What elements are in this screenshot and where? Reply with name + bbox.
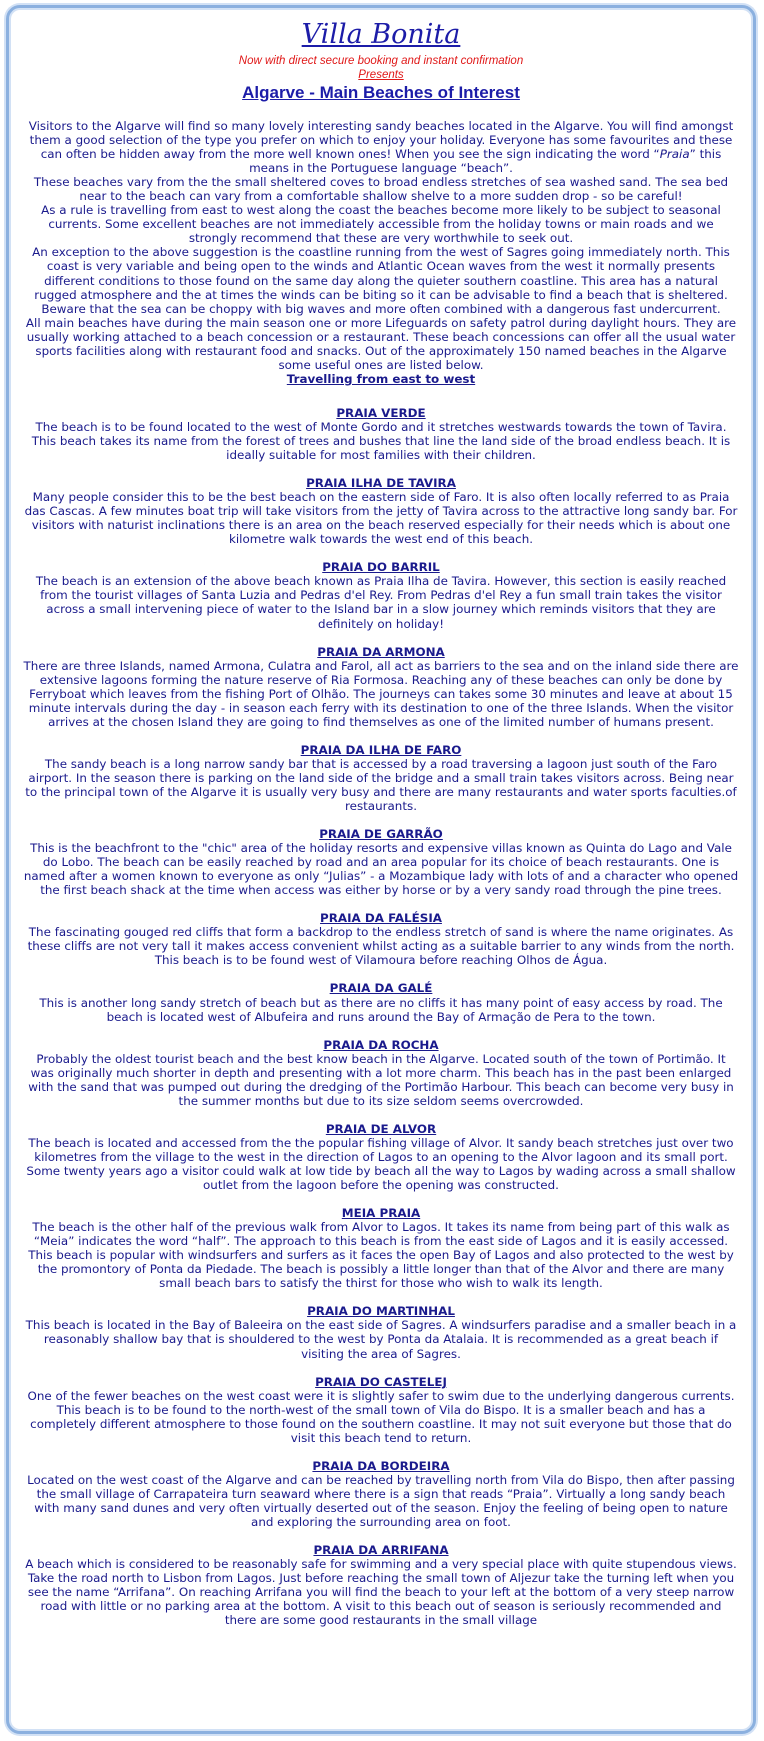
intro-paragraph-1: Visitors to the Algarve will find so many lovely interesting sandy beaches located in the Algarve. You will find amongst them a good selection of the type you prefer on which to enjoy your holiday. Everyone has some favourites and these can often be hidden away from the more well known ones! When you see the sign indicating the word “Praia” this means in the Portuguese language “beach”. <box>28 119 734 176</box>
intro-paragraph-5: All main beaches have during the main season one or more Lifeguards on safety patrol during daylight hours. They are usually working attached to a beach concession or a restaurant. These beach concessions can offer all the usual water sports facilities along with restaurant food and snacks. Out of the approximately 150 named beaches in the Algarve some useful ones are listed below. <box>25 315 737 372</box>
beach-name-heading[interactable]: MEIA PRAIA <box>341 1206 421 1221</box>
direction-subheading[interactable]: Travelling from east to west <box>286 371 476 386</box>
beach-name-heading[interactable]: PRAIA DA BORDEIRA <box>312 1458 450 1473</box>
beach-description: There are three Islands, named Armona, Culatra and Farol, all act as barriers to the sea and on the inland side there are extensive lagoons forming the nature reserve of Ria Formosa. Reaching any of these beaches can only be done by Ferryboat which leaves from the fishing Port of Olhão. The journeys can takes some 30 minutes and leave at about 15 minute intervals during the day - in season each ferry with its destination to one of the three Islands. When the visitor arrives at the chosen Island they are going to find themselves as one of the limited number of humans present. <box>23 658 739 729</box>
booking-tagline: Now with direct secure booking and instant confirmation <box>238 55 524 67</box>
beach-section <box>23 1038 739 1108</box>
page-title[interactable]: Algarve - Main Beaches of Interest <box>242 83 520 102</box>
beach-section <box>23 476 739 546</box>
beach-section <box>23 406 739 462</box>
beach-description: The beach is to be found located to the west of Monte Gordo and it stretches westwards towards the town of Tavira. This beach takes its name from the forest of trees and bushes that line the land side of the broad endless beach. It is ideally suitable for most families with their children. <box>31 419 731 463</box>
beach-name-heading[interactable]: PRAIA DE ALVOR <box>325 1121 437 1136</box>
beach-description: One of the fewer beaches on the west coast were it is slightly safer to swim due to the underlying dangerous currents. This beach is to be found to the north-west of the small town of Vila do Bispo. It is a smaller beach and has a completely different atmosphere to those found on the southern coastline. It may not suit everyone but those that do visit this beach tend to return. <box>27 1388 735 1445</box>
beach-description: The beach is located and accessed from the the popular fishing village of Alvor. It sandy beach stretches just over two kilometres from the village to the west in the direction of Lagos to an opening to the Alvor lagoon and its small port. Some twenty years ago a visitor could walk at low tide by beach all the way to Lagos by wading across a small shallow outlet from the lagoon before the opening was constructed. <box>26 1135 736 1193</box>
beach-description: This beach is located in the Bay of Baleeira on the east side of Sagres. A windsurfers paradise and a smaller beach in a reasonably shallow bay that is shouldered to the west by Ponta da Atalaia. It is recommended as a great beach if visiting the area of Sagres. <box>25 1318 737 1361</box>
intro-paragraph-3: As a rule is travelling from east to west along the coast the beaches become more likely to be subject to seasonal currents. Some excellent beaches are not immediately accessible from the holiday towns or main roads and we strongly recommend that these are very worthwhile to seek out. <box>41 203 721 246</box>
page-frame <box>6 5 756 1734</box>
beach-name-heading[interactable]: PRAIA DE GARRÃO <box>319 827 443 842</box>
beach-section <box>23 1375 739 1445</box>
beach-name-heading[interactable]: PRAIA VERDE <box>336 405 426 420</box>
beach-name-heading[interactable]: PRAIA DA ARRIFANA <box>313 1543 449 1558</box>
beach-description: Many people consider this to be the best beach on the eastern side of Faro. It is also often locally referred to as Praia das Cascas. A few minutes boat trip will take visitors from the jetty of Tavira across to the attractive long sandy bar. For visitors with naturist inclinations there is an area on the beach reserved especially for their needs which is about one kilometre walk towards the west end of this beach. <box>24 490 738 547</box>
beach-section <box>23 1122 739 1192</box>
presents-link[interactable]: Presents <box>358 69 404 81</box>
beach-section <box>23 1304 739 1360</box>
beach-section <box>23 1459 739 1529</box>
intro-paragraph-4: An exception to the above suggestion is the coastline running from the west of Sagres going immediately north. This coast is very variable and being open to the winds and Atlantic Ocean waves from the west it normally presents different conditions to those found on the same day along the quieter southern coastline. This area has a natural rugged atmosphere and the at times the winds can be biting so it can be advisable to find a beach that is sheltered. Beware that the sea can be choppy with big waves and more often combined with a dangerous fast undercurrent. <box>32 245 730 316</box>
beach-list <box>23 406 739 1627</box>
page-content <box>9 8 753 1627</box>
beach-section <box>23 560 739 630</box>
beach-section <box>23 645 739 729</box>
beach-name-heading[interactable]: PRAIA DO CASTELEJ <box>315 1374 447 1389</box>
beach-name-heading[interactable]: PRAIA DO MARTINHAL <box>307 1304 455 1319</box>
beach-description: Probably the oldest tourist beach and the best know beach in the Algarve. Located south of the town of Portimão. It was originally much shorter in depth and presenting with a lot more charm. This beach has in the past been enlarged with the sand that was pumped out during the dredging of the Portimão Harbour. This beach can become very busy in the summer months but due to its size seldom seems overcrowded. <box>28 1051 734 1108</box>
beach-section <box>23 743 739 813</box>
beach-description: The fascinating gouged red cliffs that form a backdrop to the endless stretch of sand is where the name originates. As these cliffs are not very tall it makes access convenient whilst acting as a suitable barrier to any winds from the north. This beach is to be found west of Vilamoura before reaching Olhos de Água. <box>27 925 735 968</box>
beach-name-heading[interactable]: PRAIA DA GALÉ <box>329 981 433 996</box>
intro-paragraph-2: These beaches vary from the the small sheltered coves to broad endless stretches of sea washed sand. The sea bed near to the beach can vary from a comfortable shallow shelve to a more sudden drop - so be careful! <box>33 175 729 204</box>
beach-description: The beach is an extension of the above beach known as Praia Ilha de Tavira. However, this section is easily reached from the tourist villages of Santa Luzia and Pedras d'el Rey. From Pedras d'el Rey a fun small train takes the visitor across a small intervening piece of water to the Island bar in a slow journey which reminds visitors that they are definitely on holiday! <box>35 574 727 631</box>
beach-section <box>23 827 739 897</box>
beach-description: A beach which is considered to be reasonably safe for swimming and a very special place with quite stupendous views. Take the road north to Lisbon from Lagos. Just before reaching the small town of Aljezur take the turning left when you see the name “Arrifana”. On reaching Arrifana you will find the beach to your left at the bottom of a very steep narrow road with little or no parking area at the bottom. A visit to this beach out of season is seriously recommended and there are some good restaurants in the small village <box>25 1557 737 1628</box>
beach-description: The beach is the other half of the previous walk from Alvor to Lagos. It takes its name from being part of this walk as “Meia” indicates the word “half”. The approach to this beach is from the east side of Lagos and it is easily accessed. This beach is popular with windsurfers and surfers as it faces the open Bay of Lagos and also protected to the west by the promontory of Ponta da Piedade. The beach is possibly a little longer than that of the Alvor and there are many small beach bars to satisfy the thirst for those who wish to walk its length. <box>28 1220 734 1291</box>
beach-description: Located on the west coast of the Algarve and can be reached by travelling north from Vila do Bispo, then after passing the small village of Carrapateira turn seaward where there is a sign that reads “Praia”. Virtually a long sandy beach with many sand dunes and very often virtually deserted out of the season. Enjoy the feeling of being open to nature and exploring the surrounding area on foot. <box>27 1472 735 1529</box>
beach-name-heading[interactable]: PRAIA ILHA DE TAVIRA <box>306 476 456 491</box>
beach-section <box>23 911 739 967</box>
beach-description: This is the beachfront to the "chic" area of the holiday resorts and expensive villas known as Quinta do Lago and Vale do Lobo. The beach can be easily reached by road and an area popular for its choice of beach restaurants. One is named after a women known to everyone as only “Julias” - a Mozambique lady with lots of and a character who opened the first beach shack at the time when access was either by horse or by a very sandy road through the pine trees. <box>23 841 739 898</box>
beach-section <box>23 1543 739 1627</box>
beach-name-heading[interactable]: PRAIA DA ILHA DE FARO <box>300 742 462 757</box>
site-title[interactable]: Villa Bonita <box>301 19 461 50</box>
beach-name-heading[interactable]: PRAIA DO BARRIL <box>322 560 440 575</box>
intro-section <box>23 119 739 372</box>
beach-description: The sandy beach is a long narrow sandy bar that is accessed by a road traversing a lagoon just south of the Faro airport. In the season there is parking on the land side of the bridge and a small train takes visitors across. Being near to the principal town of the Algarve it is usually very busy and there are many restaurants and water sports faculties.of restaurants. <box>25 756 737 814</box>
beach-section <box>23 981 739 1023</box>
beach-description: This is another long sandy stretch of beach but as there are no cliffs it has many point of easy access by road. The beach is located west of Albufeira and runs around the Bay of Armação de Pera to the town. <box>39 995 723 1024</box>
beach-name-heading[interactable]: PRAIA DA ROCHA <box>323 1037 439 1052</box>
beach-name-heading[interactable]: PRAIA DA ARMONA <box>317 644 445 659</box>
beach-section <box>23 1206 739 1290</box>
beach-name-heading[interactable]: PRAIA DA FALÉSIA <box>320 911 442 926</box>
